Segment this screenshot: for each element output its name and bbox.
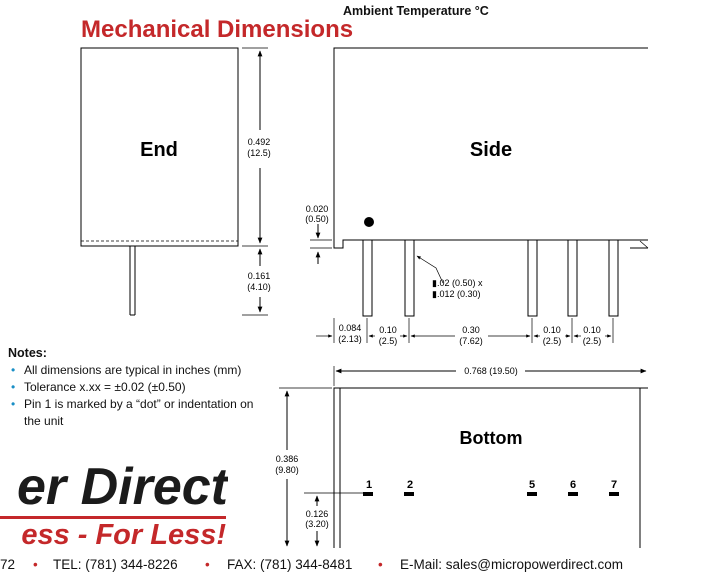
pin1-dot bbox=[364, 217, 374, 227]
end-pin-dim: 0.161 bbox=[247, 271, 271, 281]
bottom-height-dim-mm: (9.80) bbox=[275, 465, 299, 475]
end-view-label: End bbox=[140, 139, 178, 161]
bottom-pin-labels bbox=[366, 479, 617, 491]
bottom-width-dim: 0.768 (19.50) bbox=[464, 366, 518, 376]
standoff-dim: 0.020 bbox=[305, 204, 329, 214]
side-view-label: Side bbox=[469, 139, 513, 161]
pin-size-dim-mm: ▮.012 (0.30) bbox=[432, 289, 481, 299]
pitch-dim-2: 0.10 bbox=[543, 325, 561, 335]
pitch-dim-1: 0.10 bbox=[379, 325, 397, 335]
side-pins bbox=[363, 240, 618, 316]
footer-fax: FAX: (781) 344-8481 bbox=[227, 557, 353, 572]
footer-contact-bar bbox=[0, 557, 715, 575]
bottom-view bbox=[279, 366, 648, 548]
end-height-dim-mm: (12.5) bbox=[247, 148, 271, 158]
notes-block bbox=[8, 345, 273, 430]
footer-separator: • bbox=[33, 557, 38, 572]
pitch-dim-3: 0.10 bbox=[583, 325, 601, 335]
pin-offset-dim: 0.084 bbox=[338, 323, 362, 333]
brand-rule bbox=[0, 516, 226, 519]
brand-slogan: ess - For Less! bbox=[21, 521, 226, 551]
page-title: Mechanical Dimensions bbox=[81, 16, 354, 43]
footer-fragment: 72 bbox=[0, 557, 16, 572]
pin-number: 5 bbox=[528, 479, 536, 491]
footer-tel: TEL: (781) 344-8226 bbox=[53, 557, 178, 572]
pin-number: 2 bbox=[406, 479, 414, 491]
end-pin-dim-mm: (4.10) bbox=[247, 282, 271, 292]
notes-heading: Notes: bbox=[8, 346, 47, 360]
pin-number: 1 bbox=[365, 479, 373, 491]
footer-separator: • bbox=[378, 557, 383, 572]
end-view bbox=[81, 48, 268, 315]
pitch-dim-3-mm: (2.5) bbox=[582, 336, 602, 346]
note-item: • Tolerance x.xx = ±0.02 (±0.50) bbox=[11, 380, 186, 394]
span-dim-mm: (7.62) bbox=[459, 336, 483, 346]
pitch-dim-1-mm: (2.5) bbox=[378, 336, 398, 346]
brand-logo-text: er Direct bbox=[17, 461, 228, 513]
note-item: • Pin 1 is marked by a “dot” or indentation on the unit bbox=[11, 397, 254, 428]
footer-separator: • bbox=[205, 557, 210, 572]
bottom-view-label: Bottom bbox=[459, 428, 523, 448]
pin-row-dim: 0.126 bbox=[305, 509, 329, 519]
pin-number: 7 bbox=[610, 479, 618, 491]
pin-number: 6 bbox=[569, 479, 577, 491]
pitch-dim-2-mm: (2.5) bbox=[542, 336, 562, 346]
pin-size-dim: ▮.02 (0.50) x bbox=[432, 278, 483, 288]
end-height-dim: 0.492 bbox=[247, 137, 271, 147]
bottom-pin-pads bbox=[363, 492, 619, 496]
footer-email-link[interactable]: E-Mail: sales@micropowerdirect.com bbox=[400, 557, 624, 572]
pin-row-dim-mm: (3.20) bbox=[305, 519, 329, 529]
ambient-temperature-label: Ambient Temperature °C bbox=[343, 4, 489, 18]
bottom-height-dim: 0.386 bbox=[275, 454, 299, 464]
standoff-dim-mm: (0.50) bbox=[305, 214, 329, 224]
pin-offset-dim-mm: (2.13) bbox=[338, 334, 362, 344]
note-item: • All dimensions are typical in inches (mm) bbox=[11, 363, 242, 377]
span-dim: 0.30 bbox=[462, 325, 480, 335]
